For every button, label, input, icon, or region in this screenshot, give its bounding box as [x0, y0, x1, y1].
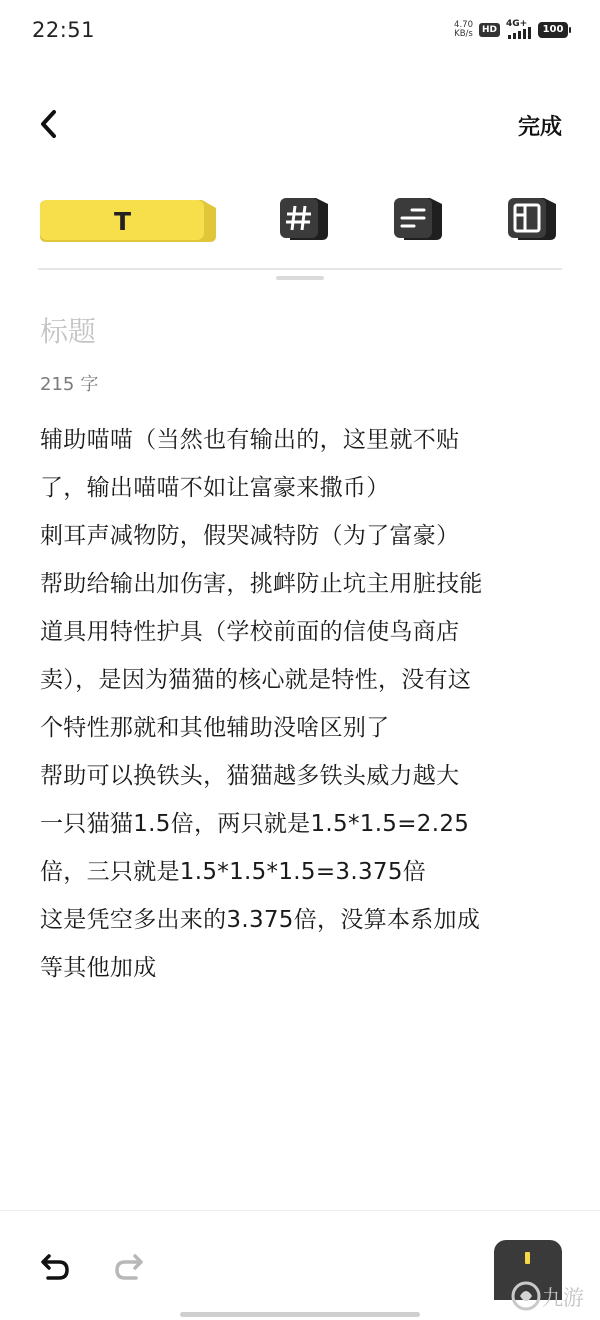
edit-icon: [525, 1252, 530, 1264]
word-count: [40, 370, 98, 396]
word-count-value: 215: [40, 374, 75, 395]
bottom-divider: [0, 1210, 600, 1211]
body-line: 这是凭空多出来的3.375倍，没算本系加成: [40, 907, 481, 933]
format-toolbar: [38, 192, 562, 248]
body-line: 了，输出喵喵不如让富豪来撒币）: [40, 475, 390, 501]
battery-level: 100: [542, 24, 564, 35]
body-line: 卖），是因为猫猫的核心就是特性，没有这: [40, 667, 472, 693]
redo-icon: [110, 1248, 150, 1288]
status-time: 22:51: [32, 18, 96, 42]
body-line: 一只猫猫1.5倍，两只就是1.5*1.5=2.25: [40, 811, 470, 837]
redo-button[interactable]: [110, 1248, 150, 1288]
battery-icon: [538, 22, 568, 38]
network-speed-unit: KB/s: [454, 29, 473, 39]
chevron-left-icon: [32, 104, 68, 144]
note-body[interactable]: [40, 416, 570, 992]
network-speed-value: 4.70: [454, 20, 473, 30]
network-type: 4G+: [506, 19, 528, 29]
jiuyou-watermark: [510, 1276, 596, 1316]
done-button[interactable]: 完成: [517, 115, 562, 140]
status-bar: [0, 0, 600, 62]
body-line: 辅助喵喵（当然也有输出的，这里就不贴: [40, 427, 460, 453]
status-icons: [454, 21, 568, 39]
hashtag-icon: [278, 194, 330, 242]
word-count-unit: 字: [80, 374, 99, 395]
text-style-label: T: [114, 207, 132, 236]
layout-icon: [506, 194, 558, 242]
text-style-icon: [38, 196, 218, 242]
body-line: 道具用特性护具（学校前面的信使鸟商店: [40, 619, 460, 645]
hashtag-button[interactable]: [278, 194, 330, 242]
body-line: 帮助可以换铁头，猫猫越多铁头威力越大: [40, 763, 460, 789]
toolbar-divider: [38, 268, 562, 270]
title-input[interactable]: [40, 309, 560, 353]
cellular-signal-icon: [506, 21, 532, 39]
layout-button[interactable]: [506, 194, 558, 242]
undo-icon: [34, 1248, 74, 1288]
network-speed: [454, 21, 473, 39]
body-line: 帮助给输出加伤害，挑衅防止坑主用脏技能: [40, 571, 483, 597]
drag-handle[interactable]: [276, 276, 324, 280]
body-line: 刺耳声减物防，假哭减特防（为了富豪）: [40, 523, 460, 549]
body-line: 个特性那就和其他辅助没啥区别了: [40, 715, 390, 741]
align-icon: [392, 194, 444, 242]
home-indicator[interactable]: [180, 1312, 420, 1317]
back-button[interactable]: [32, 104, 68, 144]
svg-text:九游: 九游: [542, 1286, 584, 1310]
jiuyou-logo-icon: [510, 1276, 596, 1316]
text-style-button[interactable]: [38, 196, 218, 242]
body-line: 等其他加成: [40, 955, 157, 981]
undo-button[interactable]: [34, 1248, 74, 1288]
align-button[interactable]: [392, 194, 444, 242]
hd-icon: HD: [479, 23, 500, 37]
body-line: 倍，三只就是1.5*1.5*1.5=3.375倍: [40, 859, 427, 885]
